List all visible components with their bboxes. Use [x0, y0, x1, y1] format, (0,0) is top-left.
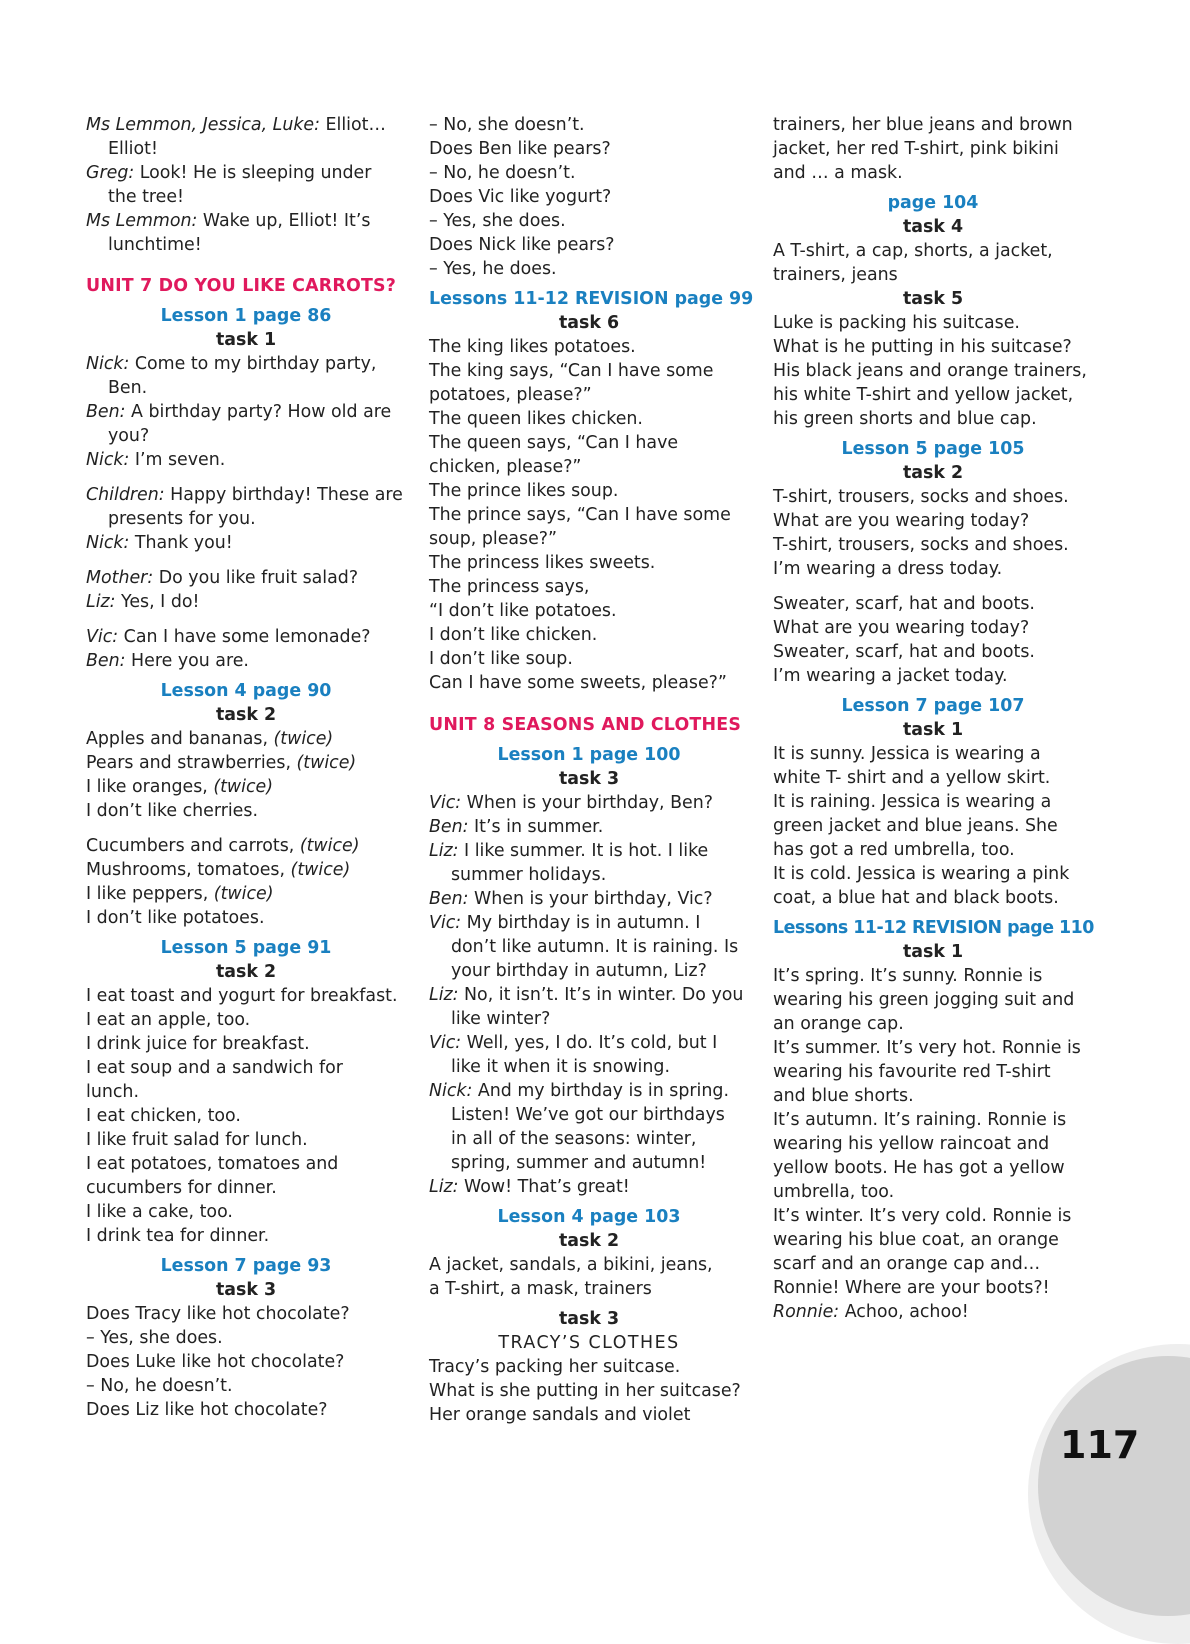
text-line: The queen says, “Can I have: [429, 433, 679, 453]
text-line: – No, he doesn’t.: [429, 163, 576, 183]
text-line: It’s summer. It’s very hot. Ronnie is: [773, 1038, 1081, 1058]
text-line: has got a red umbrella, too.: [773, 840, 1015, 860]
text-line: [429, 911, 749, 935]
lesson-heading: Lesson 1 page 86: [160, 306, 332, 326]
lesson-heading: Lesson 4 page 90: [160, 681, 332, 701]
text-line: Does Vic like yogurt?: [429, 187, 612, 207]
text-line: [86, 448, 406, 472]
speech: Do you like fruit salad?: [153, 568, 359, 588]
text-line: his green shorts and blue cap.: [773, 409, 1037, 429]
speaker: Ronnie:: [773, 1302, 840, 1322]
text-line: I’m wearing a dress today.: [773, 559, 1003, 579]
lesson-heading: Lesson 7 page 93: [160, 1256, 332, 1276]
text-line: The king says, “Can I have some: [429, 361, 714, 381]
text-line: – Yes, he does.: [429, 259, 557, 279]
text-line: wearing his green jogging suit and: [773, 990, 1075, 1010]
speaker: Nick:: [86, 450, 130, 470]
text-line: It’s spring. It’s sunny. Ronnie is: [773, 966, 1043, 986]
speech: Achoo, achoo!: [839, 1302, 969, 1322]
text-line: I like a cake, too.: [86, 1202, 233, 1222]
speech: Elliot…: [319, 115, 386, 135]
speech: A birthday party? How old are: [125, 402, 392, 422]
text-line: I don’t like chicken.: [429, 625, 598, 645]
text-line: cucumbers for dinner.: [86, 1178, 277, 1198]
task-heading: task 3: [558, 769, 620, 789]
speech: Wake up, Elliot! It’s: [197, 211, 371, 231]
lyric: I like oranges,: [86, 777, 214, 797]
lesson-heading: Lesson 7 page 107: [841, 696, 1025, 716]
text-line: It’s winter. It’s very cold. Ronnie is: [773, 1206, 1072, 1226]
text-line: T-shirt, trousers, socks and shoes.: [773, 535, 1069, 555]
text-line: It is cold. Jessica is wearing a pink: [773, 864, 1070, 884]
text-line: – Yes, she does.: [86, 1328, 223, 1348]
text-line: an orange cap.: [773, 1014, 904, 1034]
text-line: The prince says, “Can I have some: [429, 505, 731, 525]
text-line: [429, 1175, 749, 1199]
text-line: wearing his blue coat, an orange: [773, 1230, 1059, 1250]
unit-heading: UNIT 7 DO YOU LIKE CARROTS?: [86, 276, 397, 296]
note: (twice): [213, 777, 274, 797]
lyric: I like peppers,: [86, 884, 214, 904]
revision-heading: Lessons 11-12 REVISION page 99: [429, 289, 754, 309]
lyric: Apples and bananas,: [86, 729, 274, 749]
note: (twice): [299, 836, 360, 856]
lesson-heading: page 104: [887, 193, 979, 213]
text-line: I’m wearing a jacket today.: [773, 666, 1008, 686]
speaker: Vic:: [429, 1033, 462, 1053]
task-heading: task 1: [902, 942, 964, 962]
text-line: Tracy’s packing her suitcase.: [429, 1357, 681, 1377]
task-heading: task 1: [215, 330, 277, 350]
revision-heading: Lessons 11-12 REVISION page 110: [773, 918, 1094, 938]
text-line: The queen likes chicken.: [429, 409, 643, 429]
text-line: wearing his yellow raincoat and: [773, 1134, 1050, 1154]
speech: I’m seven.: [129, 450, 226, 470]
speaker: Nick:: [86, 354, 130, 374]
text-line: I don’t like soup.: [429, 649, 573, 669]
text-line: I eat an apple, too.: [86, 1010, 251, 1030]
note: (twice): [213, 884, 274, 904]
speaker: Liz:: [429, 1177, 459, 1197]
text-line: in all of the seasons: winter,: [451, 1129, 697, 1149]
lyric: Mushrooms, tomatoes,: [86, 860, 291, 880]
text-line: like winter?: [451, 1009, 551, 1029]
text-line: a T-shirt, a mask, trainers: [429, 1279, 652, 1299]
speaker: Vic:: [86, 627, 119, 647]
task-heading: task 4: [902, 217, 964, 237]
lesson-heading: Lesson 5 page 105: [841, 439, 1025, 459]
text-line: Can I have some sweets, please?”: [429, 673, 727, 693]
text-line: Does Liz like hot chocolate?: [86, 1400, 328, 1420]
task-heading: task 1: [902, 720, 964, 740]
column-1: [86, 113, 406, 1422]
lesson-heading: Lesson 1 page 100: [497, 745, 681, 765]
text-line: A jacket, sandals, a bikini, jeans,: [429, 1255, 713, 1275]
task-heading: task 3: [215, 1280, 277, 1300]
page-number: 117: [1060, 1423, 1140, 1467]
speaker: Ben:: [86, 402, 126, 422]
text-line: It’s autumn. It’s raining. Ronnie is: [773, 1110, 1067, 1130]
section-title: TRACY’S CLOTHES: [498, 1333, 680, 1353]
text-line: It is raining. Jessica is wearing a: [773, 792, 1052, 812]
speech: Here you are.: [125, 651, 249, 671]
speech: When is your birthday, Ben?: [461, 793, 713, 813]
text-line: wearing his favourite red T-shirt: [773, 1062, 1051, 1082]
text-line: lunchtime!: [108, 235, 202, 255]
task-heading: task 2: [558, 1231, 620, 1251]
speaker: Ben:: [429, 889, 469, 909]
speaker: Vic:: [429, 793, 462, 813]
text-line: [86, 834, 406, 858]
text-line: [86, 566, 406, 590]
text-line: [429, 983, 749, 1007]
text-line: [86, 531, 406, 555]
speech: And my birthday is in spring.: [472, 1081, 729, 1101]
text-line: [86, 649, 406, 673]
text-line: you?: [108, 426, 150, 446]
speech: Yes, I do!: [115, 592, 200, 612]
text-line: [773, 1300, 1093, 1324]
task-heading: task 2: [215, 705, 277, 725]
text-line: I drink tea for dinner.: [86, 1226, 270, 1246]
text-line: trainers, jeans: [773, 265, 898, 285]
text-line: I eat potatoes, tomatoes and: [86, 1154, 339, 1174]
text-line: Sweater, scarf, hat and boots.: [773, 642, 1035, 662]
text-line: summer holidays.: [451, 865, 607, 885]
speech: Happy birthday! These are: [164, 485, 403, 505]
speech: It’s in summer.: [468, 817, 604, 837]
text-line: trainers, her blue jeans and brown: [773, 115, 1073, 135]
text-line: [86, 882, 406, 906]
column-2: [429, 113, 754, 1427]
text-line: Does Ben like pears?: [429, 139, 611, 159]
text-line: your birthday in autumn, Liz?: [451, 961, 707, 981]
text-line: [86, 483, 406, 507]
text-line: What is she putting in her suitcase?: [429, 1381, 741, 1401]
text-line: I drink juice for breakfast.: [86, 1034, 310, 1054]
text-line: The prince likes soup.: [429, 481, 619, 501]
task-heading: task 2: [902, 463, 964, 483]
text-line: jacket, her red T-shirt, pink bikini: [773, 139, 1059, 159]
speech: Wow! That’s great!: [458, 1177, 630, 1197]
text-line: [86, 400, 406, 424]
lyric: Pears and strawberries,: [86, 753, 297, 773]
text-line: green jacket and blue jeans. She: [773, 816, 1058, 836]
text-line: yellow boots. He has got a yellow: [773, 1158, 1065, 1178]
speaker: Nick:: [429, 1081, 473, 1101]
speaker: Children:: [86, 485, 165, 505]
speaker: Vic:: [429, 913, 462, 933]
text-line: lunch.: [86, 1082, 139, 1102]
text-line: Luke is packing his suitcase.: [773, 313, 1020, 333]
text-line: [429, 1079, 749, 1103]
text-line: The princess likes sweets.: [429, 553, 656, 573]
speaker: Liz:: [429, 985, 459, 1005]
speaker: Nick:: [86, 533, 130, 553]
note: (twice): [273, 729, 334, 749]
speech: When is your birthday, Vic?: [468, 889, 713, 909]
text-line: [429, 791, 749, 815]
text-line: presents for you.: [108, 509, 256, 529]
text-line: I eat soup and a sandwich for: [86, 1058, 343, 1078]
column-3: [773, 113, 1093, 1324]
task-heading: task 6: [558, 313, 620, 333]
note: (twice): [296, 753, 357, 773]
text-line: spring, summer and autumn!: [451, 1153, 707, 1173]
text-line: – Yes, she does.: [429, 211, 566, 231]
speech: Well, yes, I do. It’s cold, but I: [461, 1033, 718, 1053]
text-line: Elliot!: [108, 139, 158, 159]
text-line: Sweater, scarf, hat and boots.: [773, 594, 1035, 614]
text-line: Listen! We’ve got our birthdays: [451, 1105, 725, 1125]
speech: Thank you!: [129, 533, 233, 553]
text-line: T-shirt, trousers, socks and shoes.: [773, 487, 1069, 507]
speaker: Ms Lemmon:: [86, 211, 198, 231]
text-line: his white T-shirt and yellow jacket,: [773, 385, 1074, 405]
task-heading: task 2: [215, 962, 277, 982]
text-line: “I don’t like potatoes.: [429, 601, 617, 621]
text-line: – No, she doesn’t.: [429, 115, 585, 135]
text-line: the tree!: [108, 187, 185, 207]
speaker: Ben:: [86, 651, 126, 671]
text-line: scarf and an orange cap and…: [773, 1254, 1041, 1274]
text-line: soup, please?”: [429, 529, 558, 549]
text-line: [86, 590, 406, 614]
text-line: white T- shirt and a yellow skirt.: [773, 768, 1051, 788]
text-line: What are you wearing today?: [773, 618, 1030, 638]
text-line: don’t like autumn. It is raining. Is: [451, 937, 739, 957]
text-line: [429, 839, 749, 863]
speech: Come to my birthday party,: [129, 354, 377, 374]
text-line: and blue shorts.: [773, 1086, 914, 1106]
task-heading: task 5: [902, 289, 964, 309]
text-line: [86, 858, 406, 882]
task-heading: task 3: [558, 1309, 620, 1329]
text-line: The king likes potatoes.: [429, 337, 636, 357]
text-line: It is sunny. Jessica is wearing a: [773, 744, 1041, 764]
text-line: – No, he doesn’t.: [86, 1376, 233, 1396]
text-line: umbrella, too.: [773, 1182, 895, 1202]
text-line: I don’t like potatoes.: [86, 908, 265, 928]
text-line: I eat chicken, too.: [86, 1106, 241, 1126]
speaker: Liz:: [86, 592, 116, 612]
text-line: potatoes, please?”: [429, 385, 592, 405]
text-line: [429, 1031, 749, 1055]
text-line: Ben.: [108, 378, 148, 398]
text-line: Ronnie! Where are your boots?!: [773, 1278, 1050, 1298]
text-line: Her orange sandals and violet: [429, 1405, 691, 1425]
text-line: and … a mask.: [773, 163, 903, 183]
text-line: A T-shirt, a cap, shorts, a jacket,: [773, 241, 1053, 261]
lesson-heading: Lesson 4 page 103: [497, 1207, 681, 1227]
text-line: [86, 727, 406, 751]
text-line: What is he putting in his suitcase?: [773, 337, 1072, 357]
lesson-heading: Lesson 5 page 91: [160, 938, 332, 958]
speaker: Liz:: [429, 841, 459, 861]
text-line: Does Tracy like hot chocolate?: [86, 1304, 350, 1324]
speech: Can I have some lemonade?: [118, 627, 371, 647]
text-line: I like fruit salad for lunch.: [86, 1130, 308, 1150]
speech: Look! He is sleeping under: [134, 163, 372, 183]
text-line: I eat toast and yogurt for breakfast.: [86, 986, 398, 1006]
text-line: chicken, please?”: [429, 457, 582, 477]
text-line: What are you wearing today?: [773, 511, 1030, 531]
speaker: Ben:: [429, 817, 469, 837]
speaker: Mother:: [86, 568, 154, 588]
speech: No, it isn’t. It’s in winter. Do you: [458, 985, 744, 1005]
text-line: coat, a blue hat and black boots.: [773, 888, 1059, 908]
text-line: [86, 352, 406, 376]
note: (twice): [290, 860, 351, 880]
text-line: like it when it is snowing.: [451, 1057, 670, 1077]
text-line: [86, 751, 406, 775]
text-line: [429, 887, 749, 911]
text-line: [86, 625, 406, 649]
speaker: Greg:: [86, 163, 135, 183]
text-line: His black jeans and orange trainers,: [773, 361, 1087, 381]
text-line: [86, 161, 406, 185]
text-line: Does Nick like pears?: [429, 235, 615, 255]
text-line: [86, 775, 406, 799]
text-line: [429, 815, 749, 839]
text-line: Does Luke like hot chocolate?: [86, 1352, 345, 1372]
unit-heading: UNIT 8 SEASONS AND CLOTHES: [429, 715, 742, 735]
speaker: Ms Lemmon, Jessica, Luke:: [86, 115, 320, 135]
speech: My birthday is in autumn. I: [461, 913, 701, 933]
text-line: [86, 113, 406, 137]
speech: I like summer. It is hot. I like: [458, 841, 709, 861]
text-line: The princess says,: [429, 577, 590, 597]
text-line: I don’t like cherries.: [86, 801, 258, 821]
text-line: [86, 209, 406, 233]
lyric: Cucumbers and carrots,: [86, 836, 300, 856]
